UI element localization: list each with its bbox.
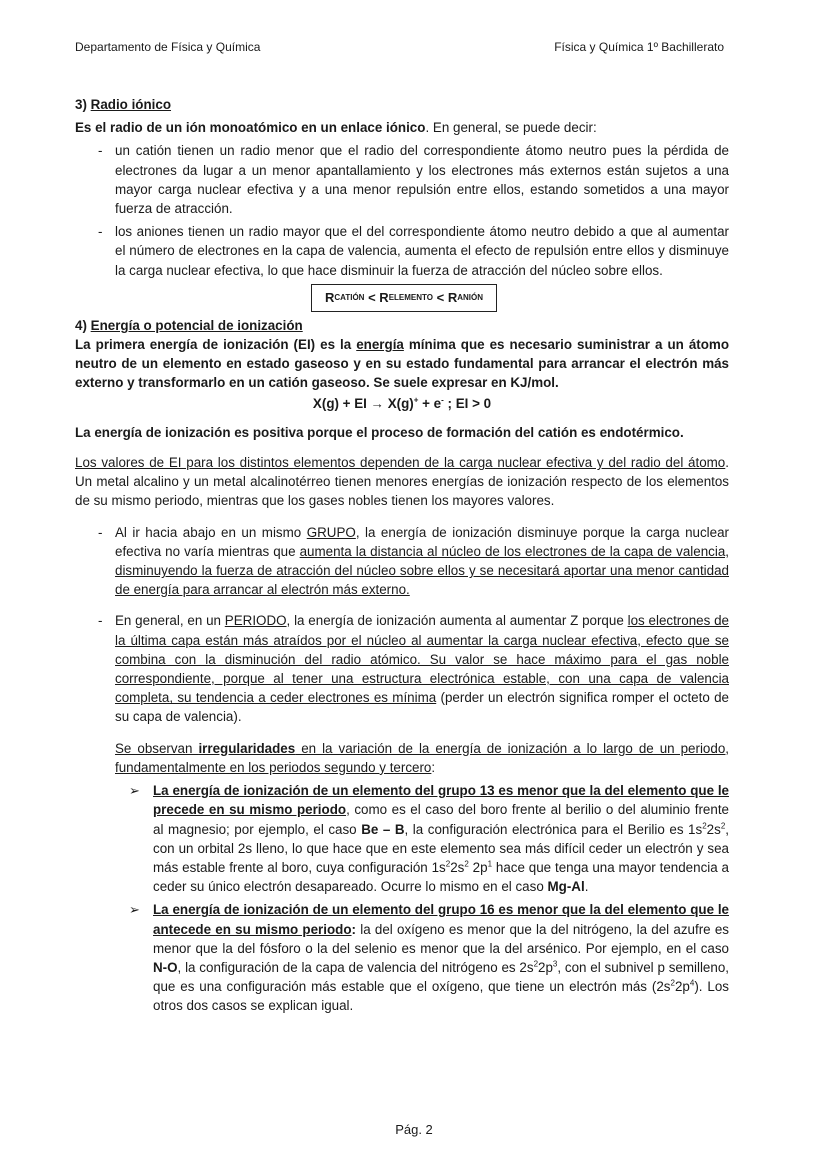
section-3-intro: Es el radio de un ión monoatómico en un enlace iónico. En general, se puede decir: [75, 120, 597, 136]
list-item: - los aniones tienen un radio mayor que el del correspondiente átomo neutro debido a que al aumentar el número de electrones en la capa de valencia, aumenta el efecto de repulsión entre ellos y disminuye la carga nuclear efectiva, lo que hace disminuir la fuerza de atracción del núcleo sobre ellos. [98, 224, 729, 278]
list-item: - un catión tienen un radio menor que el radio del correspondiente átomo neutro pues la pérdida de electrones da lugar a un menor apantallamiento y los electrones más externos están sujetos a una mayor carga nuclear efectiva y a una menor repulsión entre ellos, estando sometidos a una mayor fuerza de atracción. [98, 143, 729, 217]
header-course: Física y Química 1º Bachillerato [554, 40, 724, 54]
list-item: - En general, en un PERIODO, la energía de ionización aumenta al aumentar Z porque los electrones de la última capa están más atraídos por el núcleo al aumentar la carga nuclear efectiva, efecto que se combina con la disminución del radio atómico. Su valor se hace máximo para el gas noble correspondiente, porque al tener una estructura electrónica estable, con una capa de valencia completa, su tendencia a ceder electrones es mínima (perder un electrón significa romper el octeto de su capa de valencia). [98, 613, 729, 725]
list-item: - Al ir hacia abajo en un mismo GRUPO, la energía de ionización disminuye porque la carga nuclear efectiva no varía mientras que aumenta la distancia al núcleo de los electrones de la capa de valencia, disminuyendo la fuerza de atracción del núcleo sobre ellos y se necesitará aportar una menor cantidad de energía para arrancar al electrón más externo. [98, 524, 729, 598]
header-department: Departamento de Física y Química [75, 40, 261, 54]
irregularities-intro: Se observan irregularidades en la variación de la energía de ionización a lo largo de un periodo, fundamentalmente en los periodos segundo y tercero: [115, 740, 729, 775]
ionization-definition: La primera energía de ionización (EI) es la energía mínima que es necesario suministrar a un átomo neutro de un elemento en estado gaseoso y en su estado fundamental para arrancar el electrón más externo y transformarlo en un catión gaseoso. Se suele expresar en KJ/mol. [75, 337, 730, 391]
endothermic-statement: La energía de ionización es positiva porque el proceso de formación del catión es endotérmico. [75, 424, 684, 440]
ei-values-paragraph: Los valores de EI para los distintos elementos dependen de la carga nuclear efectiva y del radio del átomo. Un metal alcalino y un metal alcalinotérreo tienen menores energías de ionización respecto de los elementos de su mismo periodo, mientras que los gases nobles tienen los mayores valores. [75, 455, 729, 509]
section-4-heading: 4) Energía o potencial de ionización [75, 317, 303, 333]
list-item: ➢ La energía de ionización de un elemento del grupo 16 es menor que la del elemento que le antecede en su mismo periodo: la del oxígeno es menor que la del nitrógeno, la del azufre es menor que la del fósforo o la del selenio es menor que la del arsénico. Por ejemplo, en el caso N-O, la configuración de la capa de valencia del nitrógeno es $2s^22p^3$, con el subnivel p semilleno, que es una configuración más estable que el oxígeno, que tiene un electrón más $(2s^22p^4)$. Los otros dos casos se explican igual. [129, 902, 729, 1014]
radius-formula-box: R CATIÓN < R ELEMENTO < R ANIÓN [311, 284, 497, 312]
ionization-equation: X(g) + EI → X(g)+ + e- ; EI > 0 [312, 395, 492, 411]
list-item: ➢ La energía de ionización de un elemento del grupo 13 es menor que la del elemento que le precede en su mismo periodo, como es el caso del boro frente al berilio o del aluminio frente al magnesio; por ejemplo, el caso Be – B, la configuración electrónica para el Berilio es $1s^22s^2$, con un orbital 2s lleno, lo que hace que en este elemento sea más difícil ceder un electrón y sea más estable frente al boro, cuya configuración $1s^22s^2$ $2p^1$ hace que tenga una mayor tendencia a ceder su único electrón desapareado. Ocurre lo mismo en el caso Mg-Al. [129, 783, 729, 895]
page-body [75, 95, 729, 1016]
page-number: Pág. 2 [395, 1122, 433, 1137]
section-3-heading: 3) Radio iónico [75, 97, 172, 112]
arrow-bullet-icon: ➢ [129, 902, 140, 918]
arrow-bullet-icon: ➢ [129, 783, 140, 799]
